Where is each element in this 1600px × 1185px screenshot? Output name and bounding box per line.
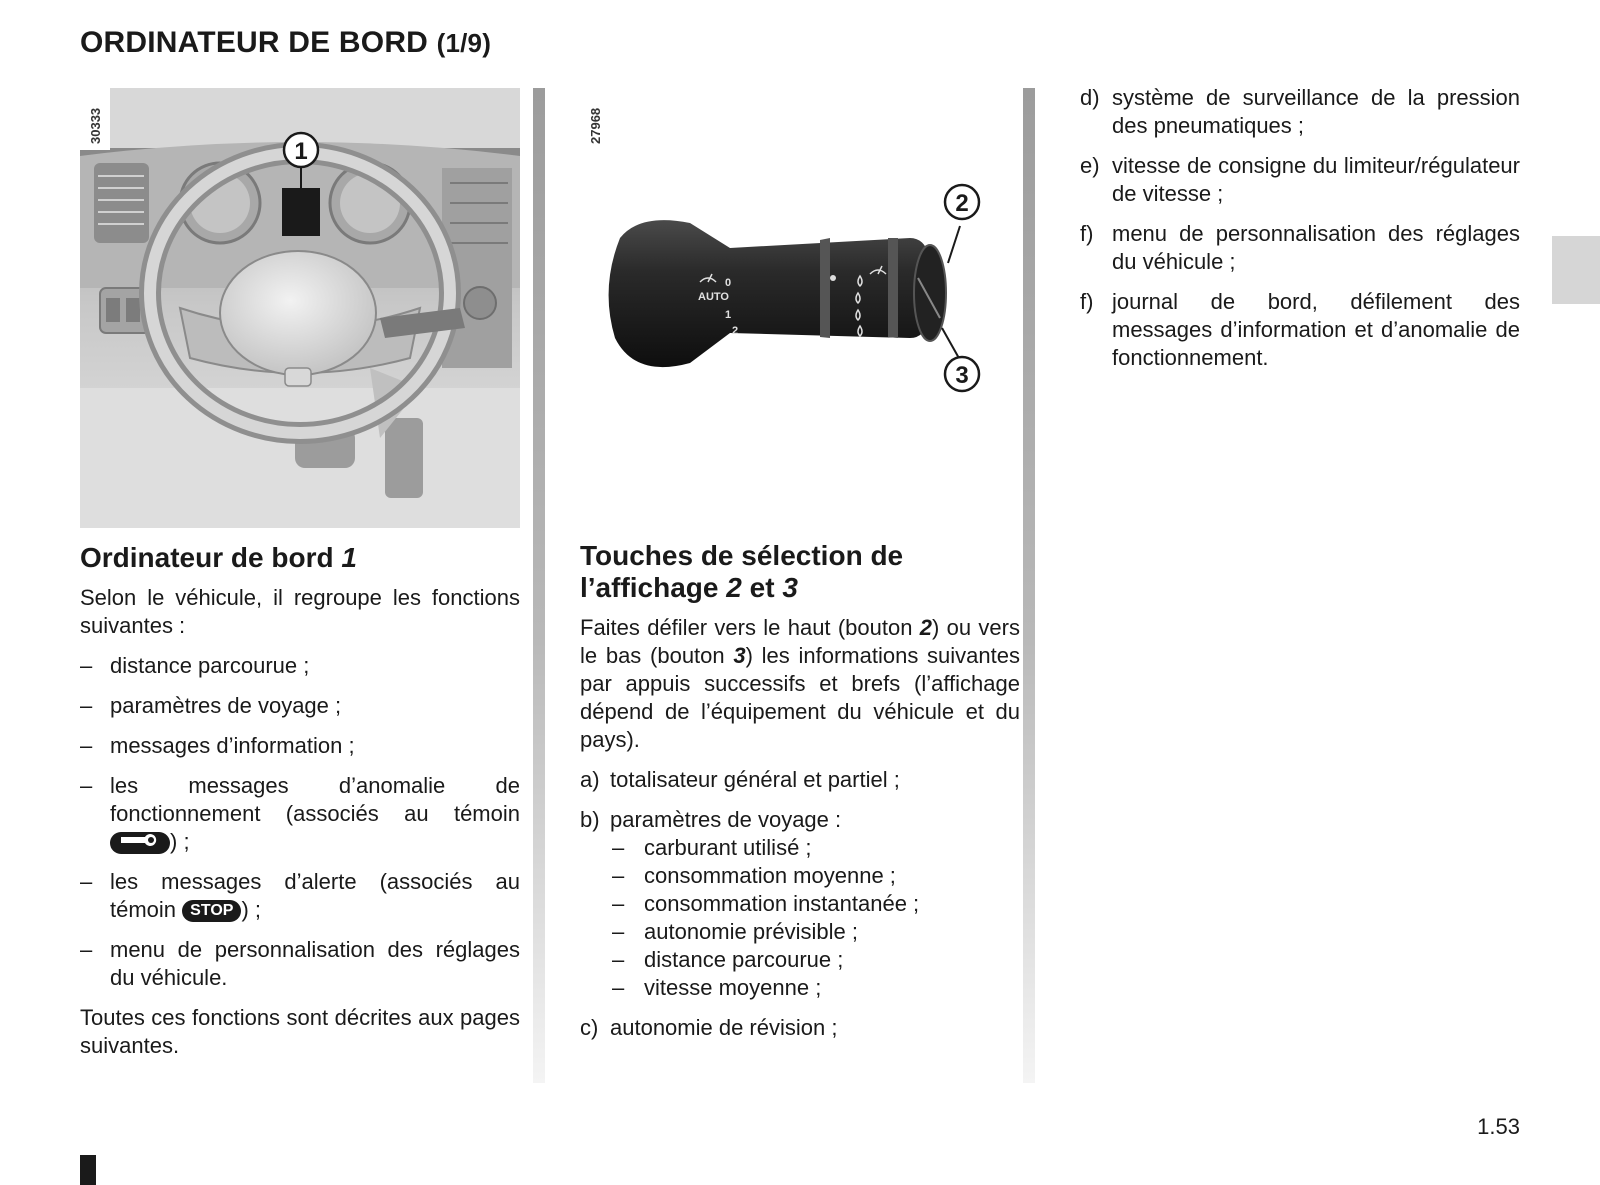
middle-column [580,88,1020,1054]
scroll-instructions-paragraph: Faites défiler vers le haut (bouton 2) ou vers le bas (bouton 3) les informations suivantes par appuis successifs et brefs (l’affichage dépend de l’équipement du véhicule et du pays). [580,615,1020,752]
callout-2: 2 [955,190,969,217]
list-item: – les messages d’alerte (associés au témoin STOP ) ; [80,869,520,922]
wrench-warning-icon [110,832,170,854]
list-item-d: d) système de surveillance de la pression des pneumatiques ; [1080,85,1520,138]
page-title [80,26,491,60]
image-reference-number: 30333 [88,107,103,144]
image-reference-number: 27968 [588,107,603,144]
intro-paragraph: Selon le véhicule, il regroupe les fonctions suivantes : [80,585,520,638]
voyage-sublist [580,834,1020,1002]
list-item: – paramètres de voyage ; [80,693,342,718]
list-item: – menu de personnalisation des réglages du véhicule. [80,937,520,990]
list-item: – distance parcourue ; [612,947,844,972]
list-item: – consommation instantanée ; [612,891,920,916]
list-item: – vitesse moyenne ; [612,975,822,1000]
heading-text: Ordinateur de bord [80,542,334,573]
stalk-label-0: 0 [725,277,732,289]
section-tab [1552,236,1600,304]
outro-paragraph: Toutes ces fonctions sont décrites aux pages suivantes. [80,1005,520,1058]
section-heading-ordinateur [80,542,520,574]
right-column [1080,84,1520,384]
steering-wheel-illustration [80,88,520,528]
title-page-indicator: (1/9) [436,28,492,58]
list-item: – autonomie prévisible ; [612,919,859,944]
list-item-e: e) vitesse de consigne du limiteur/régulateur de vitesse ; [1080,153,1520,206]
list-item-f-menu: f) menu de personnalisation des réglages du véhicule ; [1080,221,1520,274]
page-number: 1.53 [1477,1114,1520,1139]
footer-marker [80,1155,96,1185]
stalk-illustration [580,88,1020,528]
list-item-b: b) paramètres de voyage : [580,807,842,832]
title-text: ORDINATEUR DE BORD [80,26,429,59]
stalk-label-auto: AUTO [698,291,729,303]
column-divider-right [1023,88,1035,1083]
column-divider-left [533,88,545,1083]
control-stalk-illustration [580,88,1020,528]
list-item-f-journal: f) journal de bord, défilement des messages d’information et d’anomalie de fonctionnement. [1080,289,1520,370]
stalk-label-2: 2 [732,325,739,337]
list-item: – carburant utilisé ; [612,835,812,860]
callout-1: 1 [294,138,308,165]
stop-warning-icon: STOP [182,900,241,922]
left-column [80,88,520,1072]
callout-3: 3 [955,362,969,389]
list-item: – distance parcourue ; [80,653,310,678]
stalk-label-1: 1 [725,309,732,321]
list-item-a: a) totalisateur général et partiel ; [580,767,900,792]
list-item-c: c) autonomie de révision ; [580,1015,838,1040]
list-item: – messages d’information ; [80,733,355,758]
section-heading-touches: Touches de sélection de l’affichage 2 et 3 [580,540,904,603]
dashboard-illustration [80,88,520,528]
heading-number: 1 [341,542,357,573]
list-item: – les messages d’anomalie de fonctionnement (associés au témoin ) ; [80,773,520,854]
function-list [80,652,520,992]
list-item: – consommation moyenne ; [612,863,896,888]
